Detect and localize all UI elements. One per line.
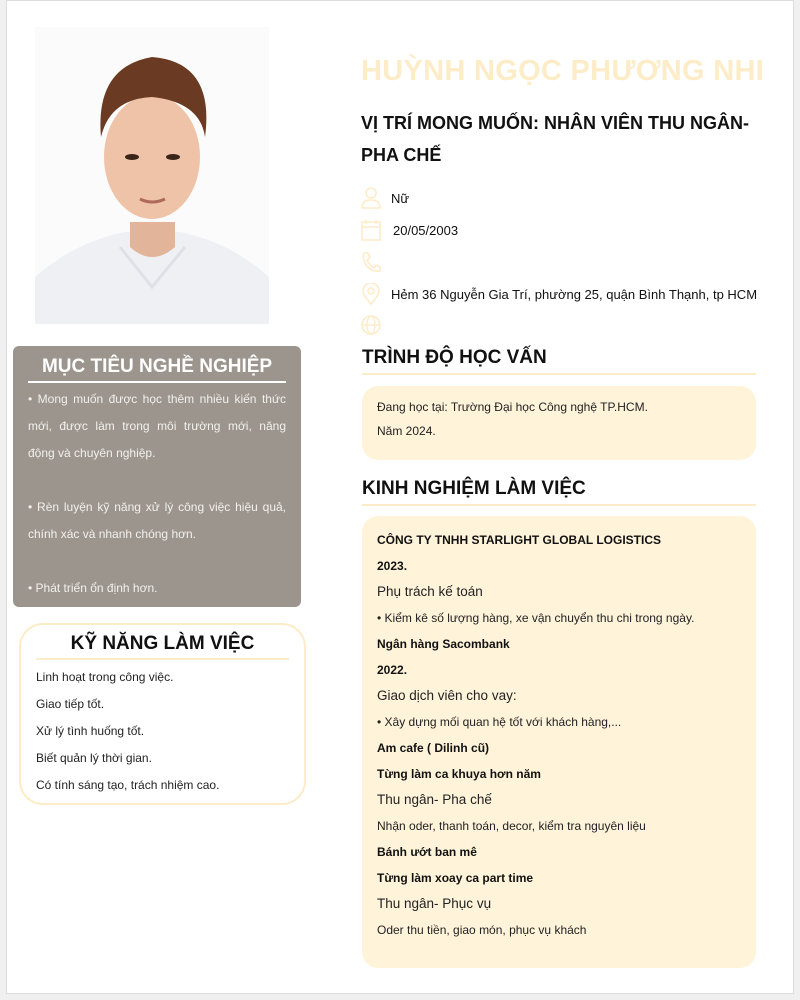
address-row [361, 283, 757, 305]
skill-item: Có tính sáng tạo, trách nhiệm cao. [36, 778, 220, 792]
gender-value: Nữ [391, 190, 410, 206]
experience-box [362, 516, 756, 968]
website-row [361, 314, 391, 336]
experience-line: Ngân hàng Sacombank [377, 637, 510, 651]
experience-line: Thu ngân- Pha chế [377, 792, 492, 807]
experience-line: CÔNG TY TNHH STARLIGHT GLOBAL LOGISTICS [377, 533, 661, 547]
gender-row [361, 187, 409, 209]
goal-item: • Mong muốn được học thêm nhiều kiến thức mới, được làm trong môi trường mới, năng động và chuyên nghiệp. [28, 392, 286, 460]
address-value: Hẻm 36 Nguyễn Gia Trí, phường 25, quận Bình Thạnh, tp HCM [391, 286, 758, 302]
experience-line: Từng làm xoay ca part time [377, 871, 534, 885]
cv-page [6, 0, 794, 994]
skill-item: Xử lý tình huống tốt. [36, 724, 145, 738]
skills-title: KỸ NĂNG LÀM VIỆC [36, 633, 289, 660]
skills-section [19, 623, 306, 805]
candidate-name: HUỲNH NGỌC PHƯƠNG NHI [361, 55, 765, 87]
dob-row [361, 219, 458, 241]
experience-line: Bánh ướt ban mê [377, 845, 477, 859]
calendar-icon [361, 219, 381, 241]
skill-item: Linh hoạt trong công việc. [36, 670, 174, 684]
career-goal-section [13, 346, 301, 607]
skill-item: Giao tiếp tốt. [36, 697, 105, 711]
skill-item: Biết quản lý thời gian. [36, 751, 152, 765]
experience-line: 2022. [377, 663, 408, 677]
experience-line: • Xây dựng mối quan hệ tốt với khách hàng,... [377, 715, 622, 729]
experience-line: 2023. [377, 559, 408, 573]
experience-line: Phụ trách kế toán [377, 584, 483, 599]
globe-icon [361, 314, 381, 336]
experience-title: KINH NGHIỆM LÀM VIỆC [362, 478, 756, 506]
goal-item: • Phát triển ổn định hơn. [28, 581, 158, 595]
profile-photo [35, 27, 269, 324]
career-goal-title: MỤC TIÊU NGHỀ NGHIỆP [28, 356, 286, 383]
desired-position: VỊ TRÍ MONG MUỐN: NHÂN VIÊN THU NGÂN-PHA CHẾ [361, 113, 749, 165]
experience-line: Từng làm ca khuya hơn năm [377, 767, 541, 781]
experience-line: Giao dịch viên cho vay: [377, 688, 517, 703]
education-line: Đang học tại: Trường Đại học Công nghệ TP.HCM. [377, 400, 648, 414]
phone-icon [361, 251, 381, 273]
location-pin-icon [361, 283, 381, 305]
education-box [362, 386, 756, 460]
experience-line: Thu ngân- Phục vụ [377, 896, 492, 911]
education-line: Năm 2024. [377, 424, 436, 438]
experience-line: Oder thu tiền, giao món, phục vụ khách [377, 923, 587, 937]
experience-line: Am cafe ( Dilinh cũ) [377, 741, 490, 755]
experience-line: Nhận oder, thanh toán, decor, kiểm tra nguyên liệu [377, 819, 646, 833]
dob-value: 20/05/2003 [393, 222, 459, 238]
phone-row [361, 251, 391, 273]
education-title: TRÌNH ĐỘ HỌC VẤN [362, 347, 756, 375]
user-icon [361, 187, 381, 209]
experience-line: • Kiểm kê số lượng hàng, xe vận chuyển thu chi trong ngày. [377, 611, 695, 625]
goal-item: • Rèn luyện kỹ năng xử lý công việc hiệu quả, chính xác và nhanh chóng hơn. [28, 500, 286, 541]
